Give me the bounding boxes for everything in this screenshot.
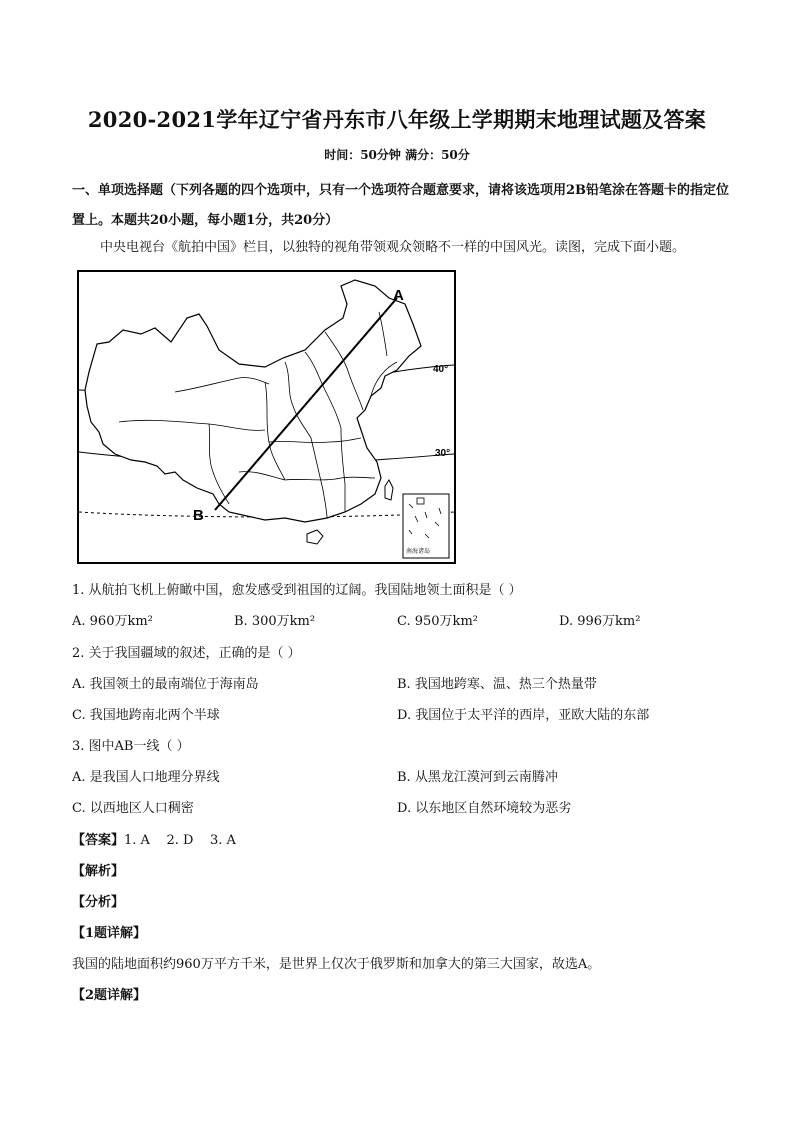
q1-option-a: A. 960万km² bbox=[72, 614, 153, 629]
q2-option-a: A. 我国领土的最南端位于海南岛 bbox=[72, 677, 259, 692]
hainan-island bbox=[307, 530, 323, 544]
q1-detail-heading: 【1题详解】 bbox=[72, 926, 147, 941]
question-3-stem: 3. 图中AB一线（ ） bbox=[72, 739, 190, 754]
fenxi-heading: 【分析】 bbox=[72, 895, 125, 910]
q3-option-b: B. 从黑龙江漠河到云南腾冲 bbox=[397, 770, 558, 785]
taiwan-island bbox=[385, 480, 393, 500]
q1-option-d: D. 996万km² bbox=[559, 614, 641, 629]
label-a: A bbox=[393, 287, 404, 304]
lat-40-label: 40° bbox=[433, 364, 449, 375]
china-outline bbox=[85, 280, 421, 522]
page-title: 2020-2021学年辽宁省丹东市八年级上学期期末地理试题及答案 bbox=[87, 107, 707, 132]
q3-option-d: D. 以东地区自然环境较为恶劣 bbox=[397, 801, 572, 816]
question-2-stem: 2. 关于我国疆域的叙述，正确的是（ ） bbox=[72, 646, 301, 661]
answer-label: 【答案】 bbox=[72, 833, 125, 848]
q2-option-c: C. 我国地跨南北两个半球 bbox=[72, 708, 220, 723]
q3-option-a: A. 是我国人口地理分界线 bbox=[72, 770, 220, 785]
q3-option-c: C. 以西地区人口稠密 bbox=[72, 801, 194, 816]
q1-detail-text: 我国的陆地面积约960万平方千米，是世界上仅次于俄罗斯和加拿大的第三大国家，故选A。 bbox=[72, 957, 601, 972]
label-b: B bbox=[193, 507, 204, 524]
question-1-stem: 1. 从航拍飞机上俯瞰中国，愈发感受到祖国的辽阔。我国陆地领土面积是（ ） bbox=[72, 583, 522, 598]
q2-detail-heading: 【2题详解】 bbox=[72, 988, 147, 1003]
south-china-sea-inset bbox=[403, 494, 449, 558]
answer-line bbox=[72, 831, 236, 851]
section-heading: 一、单项选择题（下列各题的四个选项中，只有一个选项符合题意要求，请将该选项用2B铅笔涂在答题卡的指定位置上。本题共20小题，每小题1分，共20分） bbox=[72, 183, 730, 228]
jiexi-heading: 【解析】 bbox=[72, 864, 125, 879]
q2-option-d: D. 我国位于太平洋的西岸，亚欧大陆的东部 bbox=[397, 708, 650, 723]
q1-option-c: C. 950万km² bbox=[397, 614, 478, 629]
intro-text: 中央电视台《航拍中国》栏目，以独特的视角带领观众领略不一样的中国风光。读图，完成下面小题。 bbox=[100, 240, 686, 255]
lat-30-label: 30° bbox=[435, 448, 451, 459]
exam-meta: 时间：50分钟 满分：50分 bbox=[324, 148, 470, 162]
china-map-figure bbox=[77, 270, 456, 564]
q2-option-b: B. 我国地跨寒、温、热三个热量带 bbox=[397, 677, 597, 692]
answer-text: 1. A 2. D 3. A bbox=[124, 833, 236, 848]
inset-label: 南海诸岛 bbox=[406, 548, 431, 555]
q1-option-b: B. 300万km² bbox=[234, 614, 316, 629]
china-map bbox=[79, 272, 454, 562]
